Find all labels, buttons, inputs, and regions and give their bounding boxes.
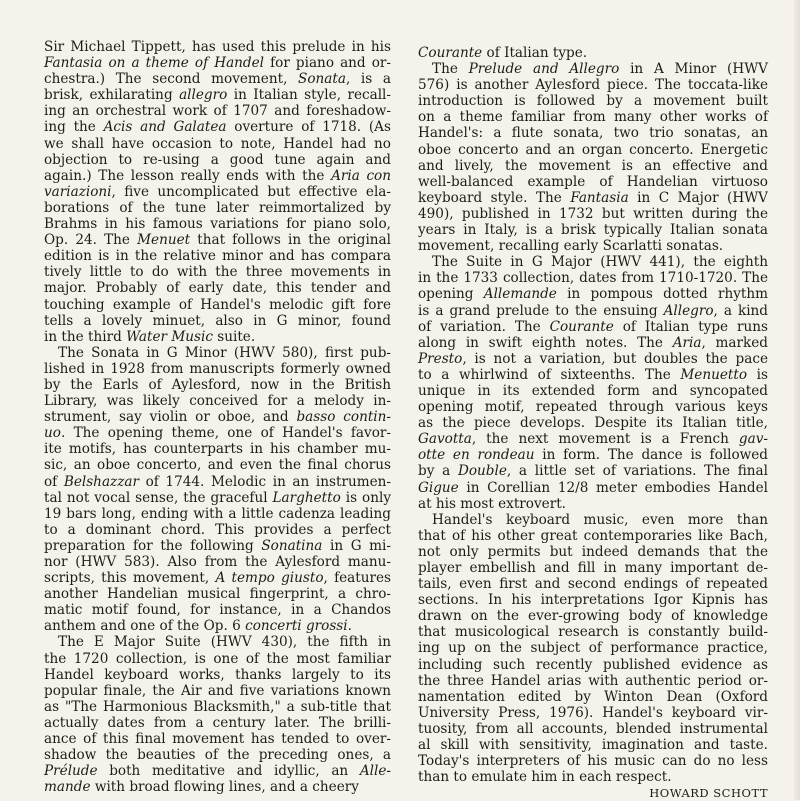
right-text-line: Handel's: a flute sonata, two trio sonatas, an: [418, 125, 768, 142]
left-column: [44, 39, 391, 800]
left-text-line: tells a lovely minuet, also in G minor, found: [44, 312, 391, 329]
right-text-line: 490), published in 1732 but written during the: [418, 205, 768, 222]
left-text-line: scripts, this movement, A tempo giusto, features: [44, 570, 391, 587]
left-text-line: strument, say violin or oboe, and basso contin-: [44, 409, 391, 426]
left-text-line: popular finale, the Air and five variations known: [44, 682, 391, 699]
left-text-line: Handel keyboard works, thanks largely to its: [44, 666, 391, 683]
right-text-line: Today's interpreters of his music can do no less: [418, 753, 768, 770]
right-text-line: unique in its extended form and syncopated: [418, 382, 768, 399]
right-text-line: oboe concerto and an organ concerto. Energetic: [418, 141, 768, 158]
left-text-line: touching example of Handel's melodic gift fore: [44, 296, 391, 313]
right-column: [418, 45, 768, 800]
left-text-line: brisk, exhilarating allegro in Italian style, recall-: [44, 87, 391, 104]
right-text-line: tails, even first and second endings of repeated: [418, 576, 768, 593]
left-text-line: in the third Water Music suite.: [44, 328, 256, 345]
right-text-line: at his most extrovert.: [418, 495, 566, 512]
right-text-line: keyboard style. The Fantasia in C Major (HWV: [418, 189, 768, 206]
left-text-line: matic motif found, for instance, in a Chandos: [44, 602, 391, 619]
right-text-line: than to emulate him in each respect.: [418, 769, 672, 786]
left-text-line: ing an orchestral work of 1707 and foreshadow-: [44, 103, 391, 120]
left-text-line: lished in 1928 from manuscripts formerly owned: [44, 360, 391, 377]
left-text-line: preparation for the following Sonatina in G mi-: [44, 537, 391, 554]
right-text-line: University Press, 1976). Handel's keyboard vir-: [418, 704, 768, 721]
left-text-line: by the Earls of Aylesford, now in the British: [44, 376, 391, 393]
right-text-line: opening motif, repeated through various keys: [418, 399, 768, 416]
left-text-line: sic, an oboe concerto, and even the final chorus: [44, 457, 391, 474]
left-text-line: to a dominant chord. This provides a perfect: [44, 521, 391, 538]
right-text-line: The Prelude and Allegro in A Minor (HWV: [432, 61, 768, 78]
left-text-line: borations of the tune later reimmortalized by: [44, 199, 391, 216]
left-text-line: ance of this final movement has tended to over-: [44, 731, 391, 748]
right-text-line: that of his other great contemporaries like Bach,: [418, 527, 768, 544]
right-text-line: 576) is another Aylesford piece. The toccata-like: [418, 77, 768, 94]
right-text-line: Presto, is not a variation, but doubles the pace: [418, 350, 768, 367]
right-text-line: namentation edited by Winton Dean (Oxford: [418, 688, 768, 705]
left-text-line: as "The Harmonious Blacksmith," a sub-title that: [44, 698, 391, 715]
right-text-line: introduction is followed by a movement built: [418, 93, 768, 110]
left-text-line: Op. 24. The Menuet that follows in the original: [44, 232, 391, 249]
right-text-line: along in swift eighth notes. The Aria, marked: [418, 334, 768, 351]
left-text-line: uo. The opening theme, one of Handel's favor-: [44, 425, 391, 442]
right-text-line: not only permits but indeed demands that the: [418, 543, 768, 560]
left-text-line: anthem and one of the Op. 6 concerti grossi.: [44, 618, 352, 635]
left-text-line: Fantasia on a theme of Handel for piano and or-: [44, 55, 391, 72]
page-fold-edge: [794, 0, 800, 800]
right-text-line: as the piece develops. Despite its Italian title,: [418, 415, 768, 432]
right-text-line: to a whirlwind of sixteenths. The Menuetto is: [418, 366, 768, 383]
left-text-line: again.) The lesson really ends with the Aria con: [44, 167, 391, 184]
right-text-line: well-balanced example of Handelian virtuoso: [418, 173, 768, 190]
left-text-line: Library, was likely conceived for a melody in-: [44, 393, 391, 410]
left-text-line: tal not vocal sense, the graceful Larghetto is only: [44, 489, 392, 506]
right-text-line: that musicological research is constantly build-: [418, 624, 768, 641]
left-text-line: shadow the beauties of the preceding ones, a: [44, 747, 391, 764]
left-text-line: ite motifs, has counterparts in his chamber mu-: [44, 441, 391, 458]
left-text-line: we shall have occasion to note, Handel had no: [44, 135, 391, 152]
right-text-line: and lively, the movement is an effective and: [418, 157, 768, 174]
left-text-line: 19 bars long, ending with a little cadenza leading: [44, 505, 391, 522]
right-text-line: ing up on the subject of performance practice,: [418, 640, 768, 657]
right-text-line: is a grand prelude to the ensuing Allegro, a kind: [418, 302, 769, 319]
left-text-line: another Handelian musical fingerprint, a chro-: [44, 586, 391, 603]
left-text-line: actually dates from a century later. The brilli-: [44, 714, 391, 731]
right-text-line: Gigue in Corellian 12/8 meter embodies Handel: [418, 479, 768, 496]
right-text-line: Handel's keyboard music, even more than: [432, 511, 768, 528]
right-text-line: Courante of Italian type.: [418, 45, 588, 61]
left-text-line: ing the Acis and Galatea overture of 1718. (As: [44, 119, 391, 136]
left-text-line: major. Probably of early date, this tender and: [44, 280, 391, 297]
right-text-line: opening Allemande in pompous dotted rhythm: [418, 286, 768, 303]
right-text-line: by a Double, a little set of variations. The final: [418, 463, 768, 480]
right-text-line: drawn on the ever-growing body of knowledge: [418, 608, 768, 625]
right-text-line: Gavotta, the next movement is a French gav-: [418, 431, 768, 448]
right-text-line: including such recently published evidence as: [418, 656, 768, 673]
left-text-line: nor (HWV 583). Also from the Aylesford manu-: [44, 554, 391, 570]
right-text-line: movement, recalling early Scarlatti sonatas.: [418, 238, 724, 255]
left-text-line: The E Major Suite (HWV 430), the fifth in: [58, 634, 391, 651]
left-text-line: Brahms in his famous variations for piano solo,: [44, 216, 391, 233]
right-text-line: the three Handel arias with authentic period or-: [418, 672, 768, 689]
left-text-line: tively little to do with the three movements in: [44, 264, 391, 281]
right-text-line: The Suite in G Major (HWV 441), the eighth: [432, 254, 768, 271]
right-text-line: years in Italy, is a brisk typically Italian sonata: [418, 222, 768, 239]
author-signature: HOWARD SCHOTT: [649, 786, 768, 801]
right-text-line: of variation. The Courante of Italian type runs: [418, 318, 768, 335]
right-text-line: tuosity, from all accounts, blended instrumental: [418, 720, 768, 737]
right-text-line: sections. In his interpretations Igor Kipnis has: [418, 592, 768, 609]
left-text-line: of Belshazzar of 1744. Melodic in an instrumen-: [44, 473, 391, 490]
left-text-line: Prélude both meditative and idyllic, an Alle-: [44, 763, 391, 780]
left-text-line: Sir Michael Tippett, has used this prelude in his: [44, 39, 391, 55]
right-text-line: al skill with sensitivity, imagination and taste.: [418, 737, 768, 754]
left-text-line: The Sonata in G Minor (HWV 580), first pub-: [58, 344, 391, 361]
right-text-line: in the 1733 collection, dates from 1710-1720. The: [418, 270, 768, 287]
left-text-line: objection to re-using a good tune again and: [44, 151, 391, 168]
left-text-line: mande with broad flowing lines, and a cheery: [44, 779, 359, 796]
right-text-line: otte en rondeau in form. The dance is followed: [418, 447, 769, 464]
left-text-line: variazioni, five uncomplicated but effective ela-: [44, 183, 391, 200]
left-text-line: edition is in the relative minor and has compara: [44, 248, 391, 265]
right-text-line: player embellish and fill in many important de-: [418, 560, 768, 576]
right-text-line: on a theme familiar from many other works of: [418, 109, 768, 126]
left-text-line: chestra.) The second movement, Sonata, is a: [44, 71, 391, 88]
left-text-line: the 1720 collection, is one of the most familiar: [44, 650, 391, 667]
